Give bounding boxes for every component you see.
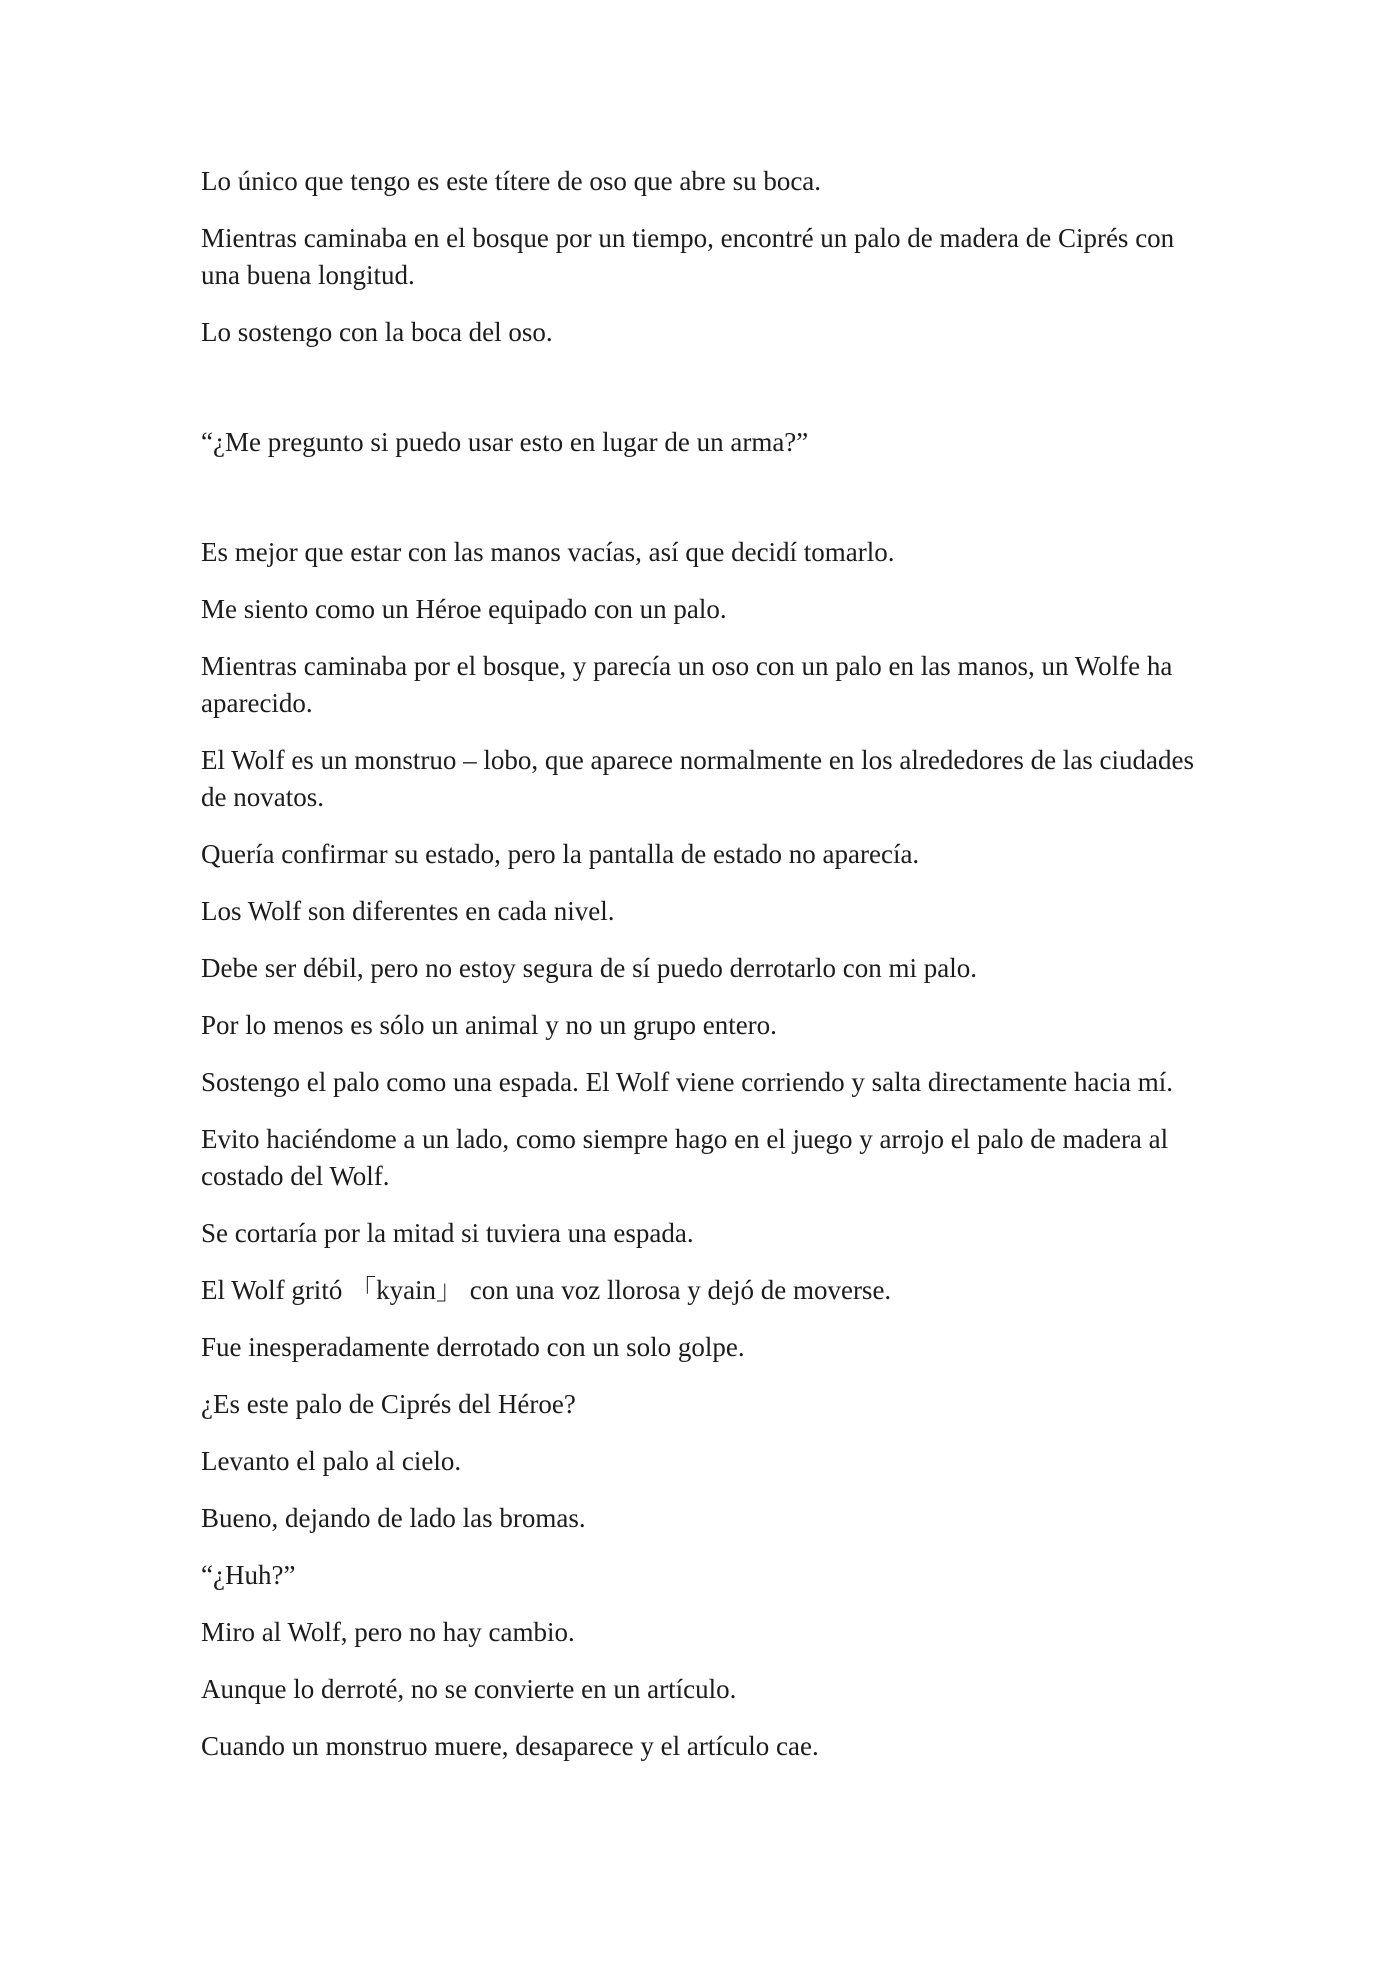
paragraph: Mientras caminaba por el bosque, y parecía un oso con un palo en las manos, un Wolfe ha aparecido.: [201, 651, 1173, 718]
paragraph: Fue inesperadamente derrotado con un solo golpe.: [201, 1332, 745, 1362]
paragraph: Cuando un monstruo muere, desaparece y el artículo cae.: [201, 1731, 819, 1761]
paragraph: Me siento como un Héroe equipado con un palo.: [201, 594, 727, 624]
paragraph: Levanto el palo al cielo.: [201, 1446, 462, 1476]
paragraph: ¿Es este palo de Ciprés del Héroe?: [201, 1389, 576, 1419]
dialogue-paragraph: “¿Huh?”: [201, 1560, 296, 1590]
paragraph: Evito haciéndome a un lado, como siempre hago en el juego y arrojo el palo de madera al costado del Wolf.: [201, 1124, 1169, 1191]
paragraph: Lo sostengo con la boca del oso.: [201, 317, 553, 347]
paragraph: Los Wolf son diferentes en cada nivel.: [201, 896, 615, 926]
paragraph: Por lo menos es sólo un animal y no un grupo entero.: [201, 1010, 777, 1040]
paragraph: Mientras caminaba en el bosque por un tiempo, encontré un palo de madera de Ciprés con una buena longitud.: [201, 223, 1175, 290]
paragraph: Aunque lo derroté, no se convierte en un artículo.: [201, 1674, 737, 1704]
paragraph: Miro al Wolf, pero no hay cambio.: [201, 1617, 575, 1647]
paragraph: Es mejor que estar con las manos vacías, así que decidí tomarlo.: [201, 537, 895, 567]
paragraph: El Wolf es un monstruo – lobo, que aparece normalmente en los alrededores de las ciudades de novatos.: [201, 745, 1195, 812]
paragraph: Sostengo el palo como una espada. El Wolf viene corriendo y salta directamente hacia mí.: [201, 1067, 1173, 1097]
paragraph: El Wolf gritó 「kyain」 con una voz llorosa y dejó de moverse.: [201, 1275, 892, 1305]
text-body: [201, 163, 1201, 1785]
paragraph: Debe ser débil, pero no estoy segura de sí puedo derrotarlo con mi palo.: [201, 953, 978, 983]
paragraph: Quería confirmar su estado, pero la pantalla de estado no aparecía.: [201, 839, 920, 869]
paragraph: Lo único que tengo es este títere de oso que abre su boca.: [201, 166, 822, 196]
paragraph: Bueno, dejando de lado las bromas.: [201, 1503, 586, 1533]
dialogue-paragraph: “¿Me pregunto si puedo usar esto en lugar de un arma?”: [201, 427, 809, 457]
paragraph: Se cortaría por la mitad si tuviera una espada.: [201, 1218, 694, 1248]
